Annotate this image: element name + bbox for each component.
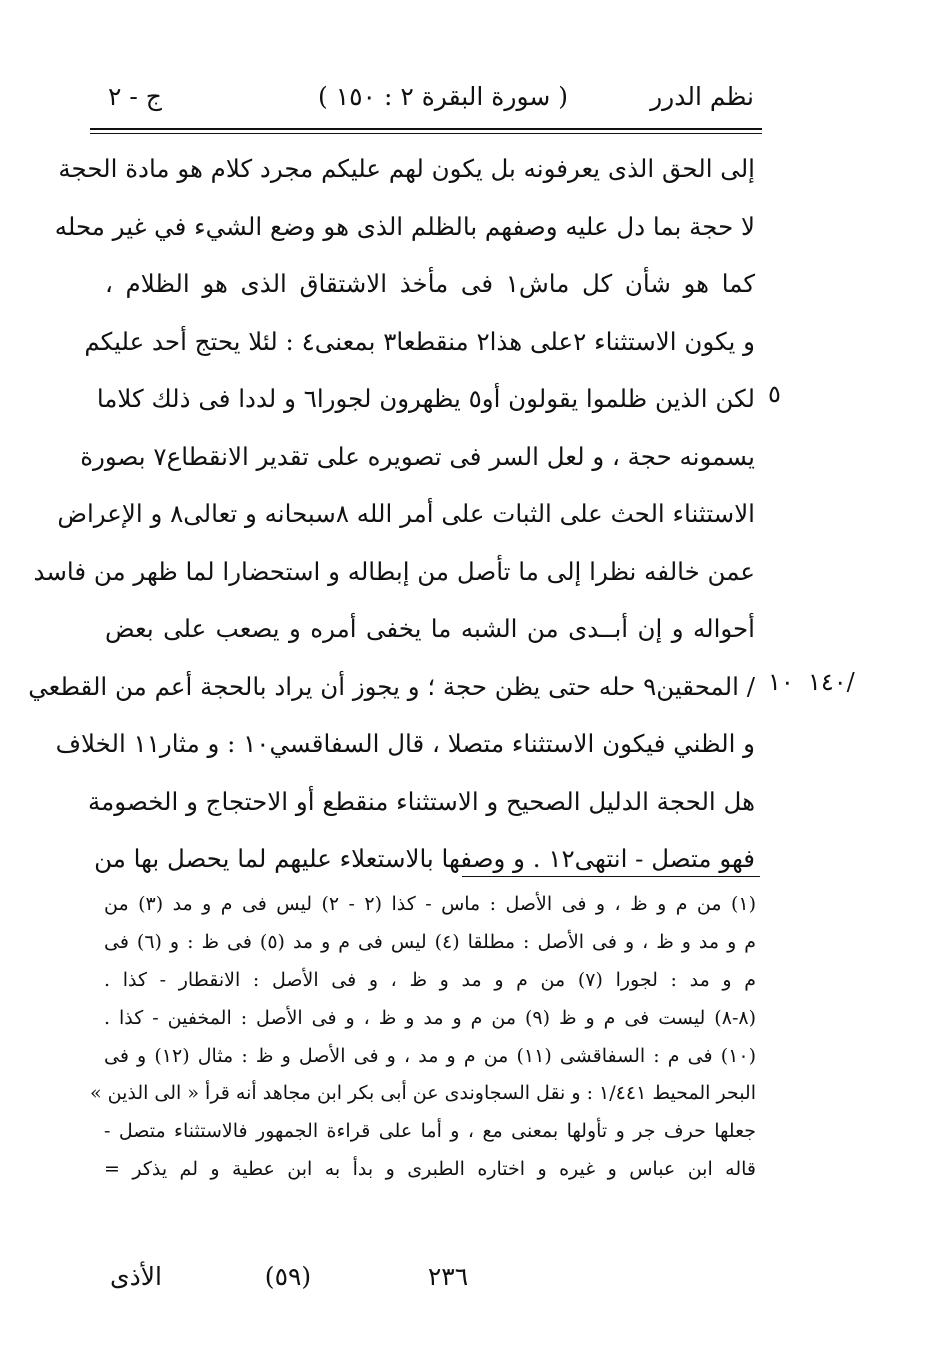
text-line: لكن الذين ظلموا يقولون أو٥ يظهرون لجورا٦ و لددا فى ذلك كلاما xyxy=(96,384,755,413)
sheet-number: (٥٩) xyxy=(264,1262,312,1291)
text-line: و الظني فيكون الاستثناء متصلا ، قال السفاقسي١٠ : و مثار١١ الخلاف xyxy=(55,729,755,758)
main-text xyxy=(28,140,755,888)
page-number: ٢٣٦ xyxy=(427,1262,469,1291)
footnote-line: م و مد : لجورا (٧) من م و مد و ظ ، و فى الأصل : الانقطار - كذا . xyxy=(104,968,756,991)
text-line: فهو متصل - انتهى١٢ . و وصفها بالاستعلاء عليهم لما يحصل بها من xyxy=(94,844,755,873)
header-rule xyxy=(90,128,762,130)
footnote-line: قاله ابن عباس و غيره و اختاره الطبرى و بدأ به ابن عطية و لم يذكر = xyxy=(104,1158,756,1181)
footnote-line: (١٠) فى م : السفاقشى (١١) من م و مد ، و فى الأصل و ظ : مثال (١٢) و فى xyxy=(104,1044,756,1067)
text-line: و يكون الاستثناء ٢على هذا٢ منقطعا٣ بمعنى٤ : لئلا يحتج أحد عليكم xyxy=(84,326,755,356)
text-line: عمن خالفه نظرا إلى ما تأصل من إبطاله و استحضارا لما ظهر من فاسد xyxy=(33,556,755,586)
header-rule-thin xyxy=(90,133,762,134)
footnote-line: البحر المحيط ١/٤٤١ : و نقل السجاوندى عن أبى بكر ابن مجاهد أنه قرأ « الى الذين » xyxy=(89,1082,756,1105)
text-line: يسمونه حجة ، و لعل السر فى تصويره على تقدير الانقطاع٧ بصورة xyxy=(80,441,755,471)
line-number-10: ١٠ xyxy=(768,668,794,696)
running-head-surah: ( سورة البقرة ٢ : ١٥٠ ) xyxy=(318,82,569,111)
running-head-title: نظم الدرر xyxy=(650,82,754,111)
footnote-line: جعلها حرف جر و تأولها بمعنى مع ، و أما على قراءة الجمهور فالاستثناء متصل - xyxy=(104,1120,756,1143)
footnote-line: م و مد و ظ ، و فى الأصل : مطلقا (٤) ليس فى م و مد (٥) فى ظ : و (٦) فى xyxy=(104,930,756,953)
footnote-line: (٨-٨) ليست فى م و ظ (٩) من م و مد و ظ ، و فى الأصل : المخفين - كذا . xyxy=(104,1006,756,1029)
text-line: أحواله و إن أبــدى من الشبه ما يخفى أمره و يصعب على بعض xyxy=(105,614,755,643)
footnote-separator xyxy=(462,876,760,877)
manuscript-folio-marker: ١٤٠/ xyxy=(808,668,855,696)
running-head-volume: ج - ٢ xyxy=(108,82,162,111)
text-line: / المحقين٩ حله حتى يظن حجة ؛ و يجوز أن يراد بالحجة أعم من القطعي xyxy=(28,671,755,701)
text-line: إلى الحق الذى يعرفونه بل يكون لهم عليكم مجرد كلام هو مادة الحجة xyxy=(58,154,755,183)
text-line: لا حجة بما دل عليه وصفهم بالظلم الذى هو وضع الشيء في غير محله xyxy=(54,211,755,241)
text-line: كما هو شأن كل ماش١ فى مأخذ الاشتقاق الذى هو الظلام ، xyxy=(105,269,755,298)
catchword: الأذى xyxy=(110,1262,162,1291)
footnote-line: (١) من م و ظ ، و فى الأصل : ماس - كذا (٢ - ٢) ليس فى م و مد (٣) من xyxy=(104,893,757,915)
footnotes xyxy=(89,886,757,1189)
text-line: الاستثناء الحث على الثبات على أمر الله ٨سبحانه و تعالى٨ و الإعراض xyxy=(57,499,755,528)
text-line: هل الحجة الدليل الصحيح و الاستثناء منقطع أو الاحتجاج و الخصومة xyxy=(88,786,755,816)
line-number-5: ٥ xyxy=(768,380,781,408)
